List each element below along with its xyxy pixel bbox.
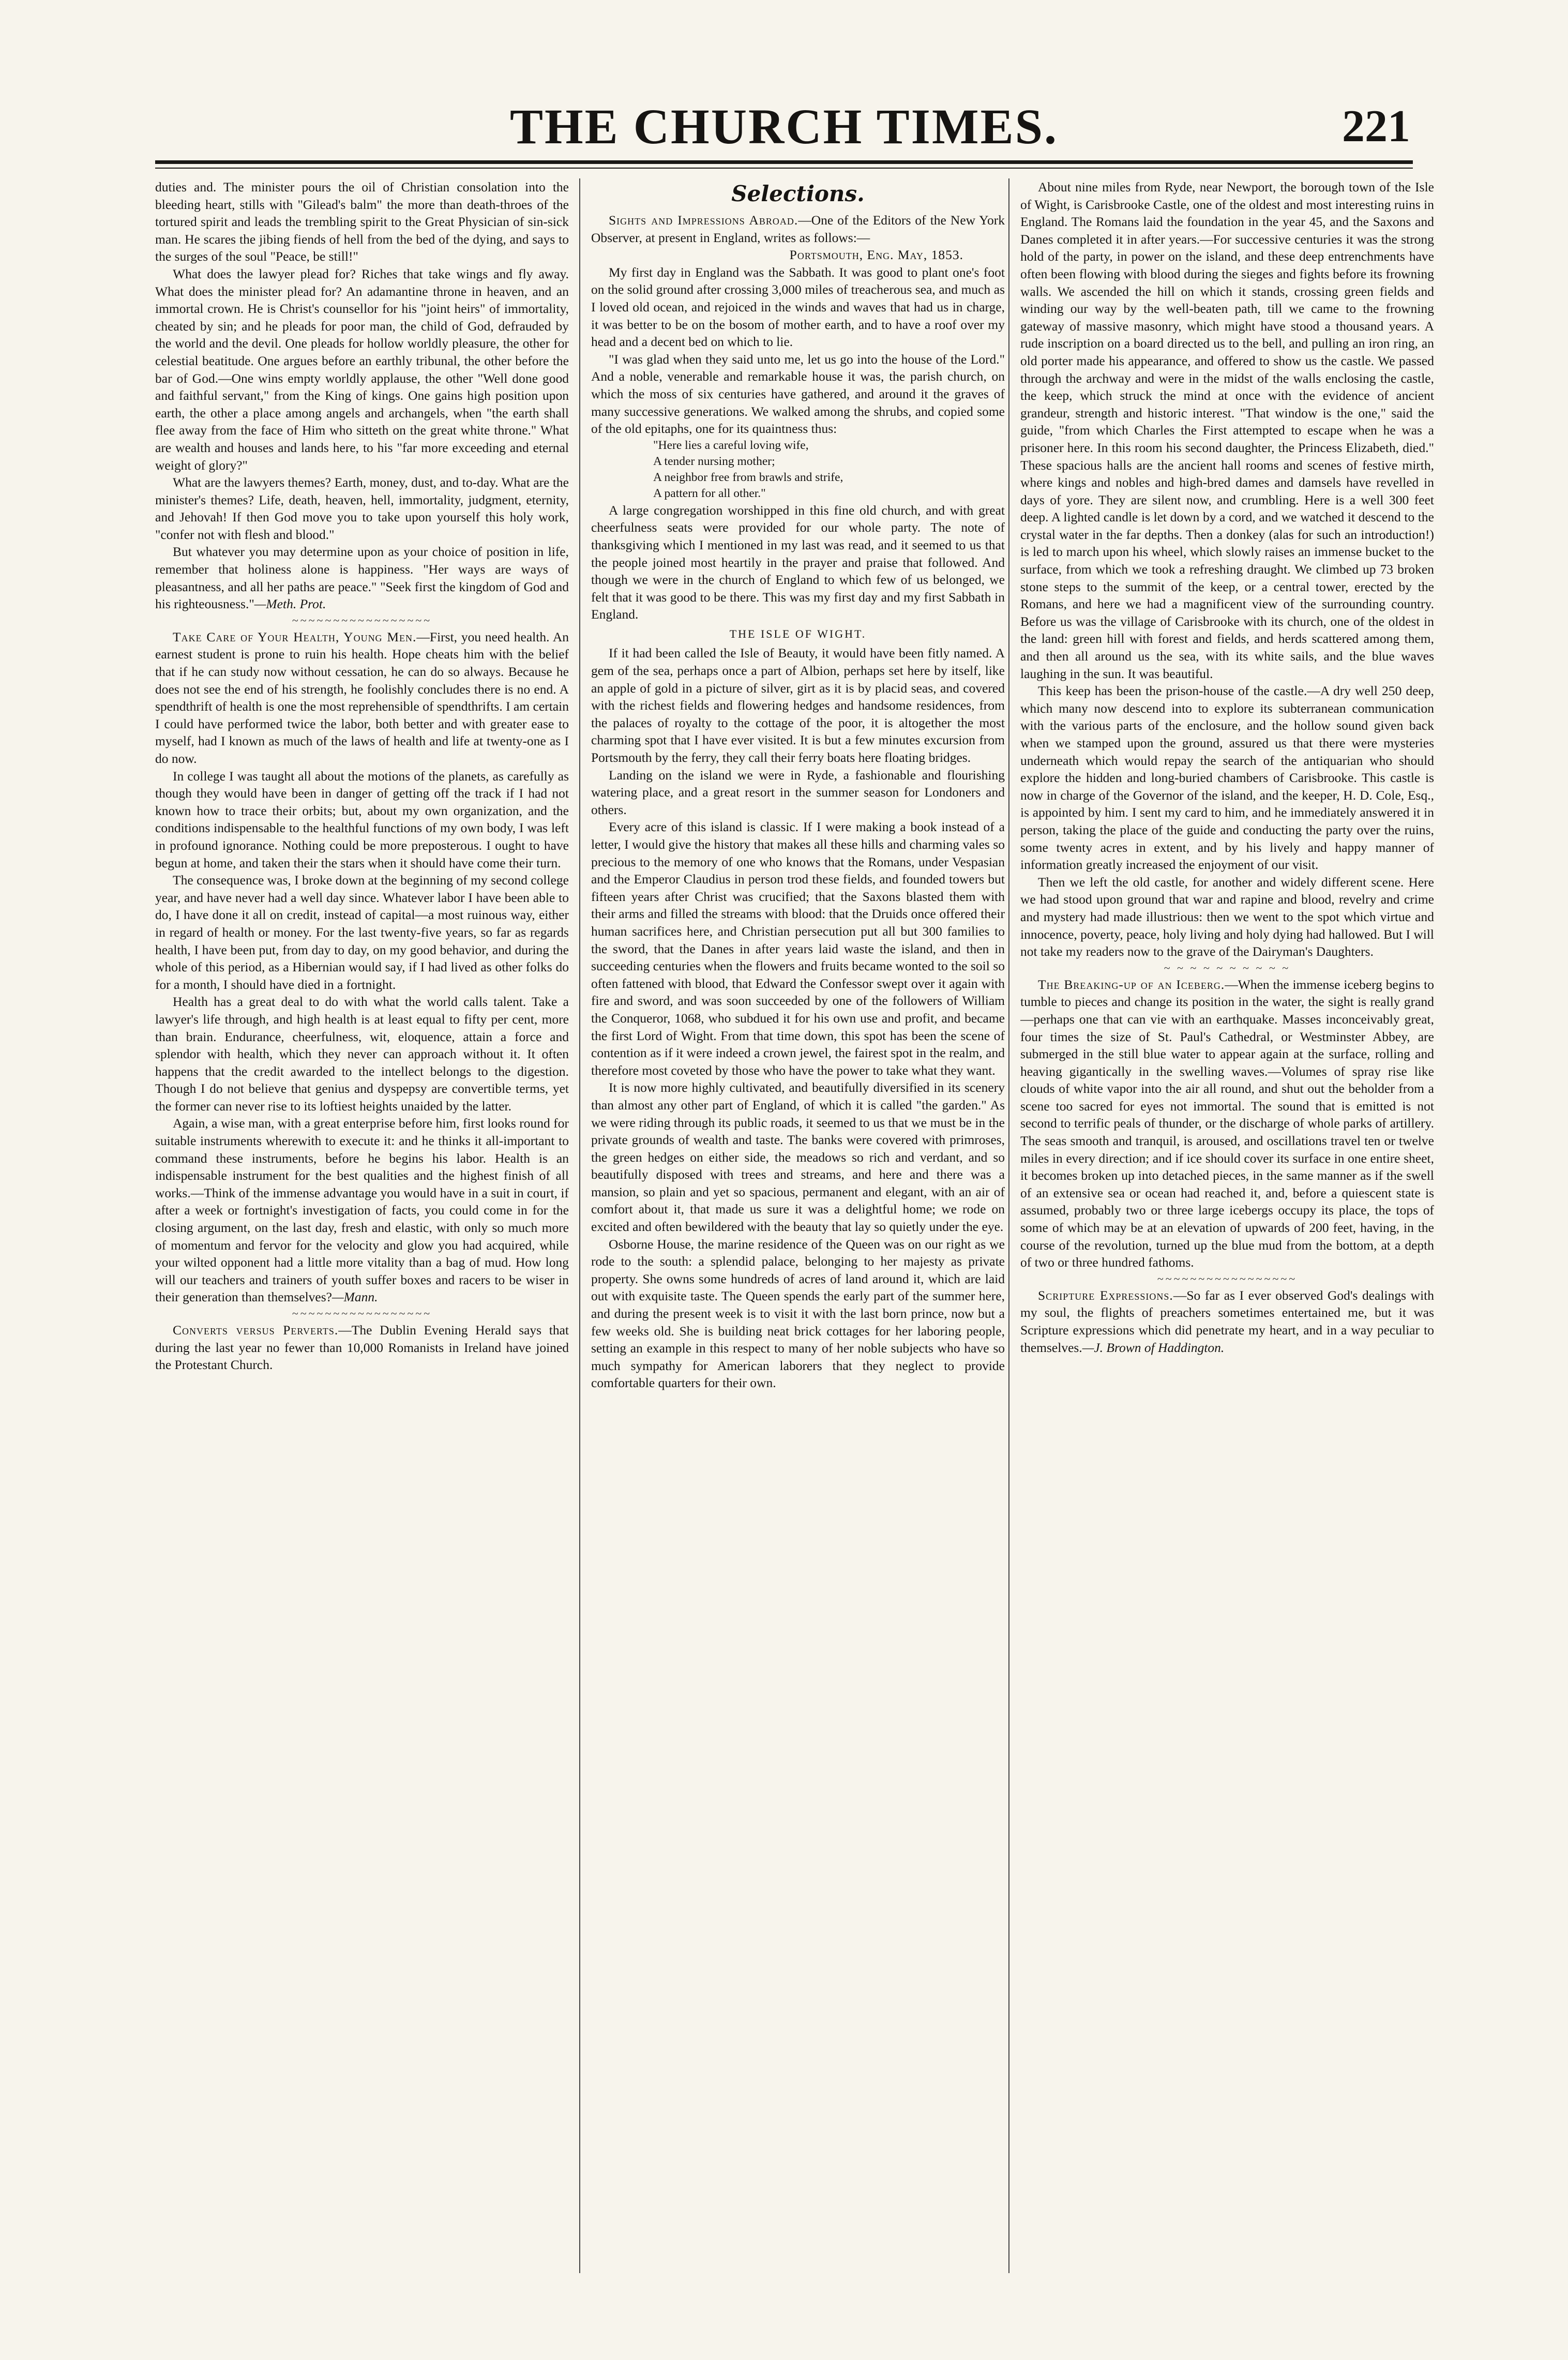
column-divider [579,178,580,2273]
article-paragraph [591,212,1005,246]
attribution: —Mann. [332,1289,378,1305]
paragraph-text: —The Dublin Evening Herald says that during the last year no fewer than 10,000 Romanists in Ireland have joined the Protestant Church. [155,1322,569,1373]
paragraph-text: But whatever you may determine upon as your choice of position in life, remember that holiness alone is happiness. "Her ways are ways of pleasantness, and all her paths are peace." "Seek first the kingdom of God and his righteousness." [155,544,569,612]
subheading: THE ISLE OF WIGHT. [729,627,867,640]
page-number: 221 [1342,101,1410,152]
paragraph: What does the lawyer plead for? Riches that take wings and fly away. What does the minister plead for? An adamantine throne in heaven, and an immortal crown. He is Christ's counsellor for his "joint heirs" of immortality, cheated by sin; and he pleads for poor man, the child of God, defrauded by the world and the devil. One pleads for hollow worldly pleasure, the other for celestial beatitude. One argues before an earthly tribunal, the other before the bar of God.—One wins empty worldly applause, the other "Well done good and faithful servant," from the King of kings. One gains high position upon earth, the other a place among angels and archangels, when "the earth shall flee away from the face of Him who sitteth on the great white throne." What are wealth and houses and lands here, to his "far more exceeding and eternal weight of glory?" [155,266,569,473]
paragraph: The consequence was, I broke down at the beginning of my second college year, and have never had a well day since. Whatever labor I have been able to do, I have done it all on credit, instead of capital—a most ruinous way, either in regard of health or money. For the last twenty-five years, so far as regards health, I have been put, from day to day, on my good behavior, and during the whole of this period, as a Hibernian would say, if I had lived as other folks do for a month, I should have died in a fortnight. [155,873,569,992]
paragraph: Then we left the old castle, for another and widely different scene. Here we had stood upon ground that war and rapine and blood, revelry and crime and mystery had made illustrious: then we went to the spot which virtue and innocence, poverty, peace, holy living and holy dying had hallowed. But I will not take my readers now to the grave of the Dairyman's Daughters. [1020,874,1434,959]
section-separator: ~~~~~~~~~~~~~~~~~ [292,613,432,627]
article-lead: The Breaking-up of an Iceberg. [1038,976,1225,992]
paragraph-text: —First, you need health. An earnest student is prone to ruin his health. Hope cheats him with the belief that if he can study now without cessation, he can do so always. Because he does not see the end of his strength, he foolishly concludes there is no end. A spendthrift of health is one the most reprehensible of spendthrifts. I am certain I could have performed twice the labor, both better and with greater ease to myself, had I known as much of the laws of health and life at twenty-one as I do now. [155,629,569,766]
dateline: Portsmouth, Eng. May, 1853. [789,247,963,263]
column-2 [591,178,1005,2294]
epitaph-line: A tender nursing mother; [653,454,775,468]
paragraph: Health has a great deal to do with what the world calls talent. Take a lawyer's life through, and high health is at least equal to fifty per cent, more than brain. Endurance, cheerfulness, wit, eloquence, attain a force and splendor with health, which they never can approach without it. It often happens that the credit awarded to the intellect belongs to the digestion. Though I do not believe that genius and dyspepsy are convertible terms, yet the former can never rise to its loftiest heights unaided by the latter. [155,994,569,1114]
attribution: —Meth. Prot. [254,596,326,612]
paragraph: duties and. The minister pours the oil of Christian consolation into the bleeding heart, stills with "Gilead's balm" the more than death-throes of the tortured spirit and leads the trembling spirit to the Great Physician of sin-sick man. He scares the jibing fiends of hell from the bed of the dying, and says to the surges of the soul "Peace, be still!" [155,179,569,264]
article-paragraph [155,1321,569,1374]
masthead-rule-thin [155,168,1413,169]
newspaper-title: THE CHURCH TIMES. [509,99,1059,154]
paragraph-text: —So far as I ever observed God's dealings with my soul, the flights of preachers sometimes entertained me, but it was Scripture expressions which did penetrate my heart, and in a way peculiar to themselves. [1020,1287,1434,1355]
attribution: —J. Brown of Haddington. [1082,1340,1225,1355]
paragraph: Landing on the island we were in Ryde, a fashionable and flourishing watering place, and a great resort in the summer season for Londoners and others. [591,767,1005,817]
column-1 [155,178,569,2294]
article-paragraph [1020,976,1434,1271]
paragraph-text: —One of the Editors of the New York Observer, at present in England, writes as follows:— [591,213,1005,245]
article-lead: Converts versus Perverts. [173,1322,339,1337]
section-separator: ~~~~~~~~~~~~~~~~~ [1157,1272,1298,1285]
section-heading: Selections. [731,181,865,206]
paragraph-text: —When the immense iceberg begins to tumble to pieces and change its position in the water, the sight is really grand—perhaps one that can vie with an earthquake. Masses inconceivably great, four times the size of St. Paul's Cathedral, or Westminster Abbey, are submerged in the still blue water to appear again at the surface, rolling and heaving gigantically in the swelling waves.—Volumes of spray rise like clouds of white vapor into the air all round, and shut out the beholder from a scene too sacred for eyes not immortal. The sound that is emitted is not second to terrific peals of thunder, or the discharge of whole parks of artillery. The seas smooth and tranquil, is aroused, and oscillations travel ten or twelve miles in every direction; and if ice should cover its surface in one entire sheet, it becomes broken up into detached pieces, in the same manner as if the swell of an extensive sea or ocean had reached it, and, before a quiescent state is assumed, probably two or three large icebergs occupy its place, the tops of some of which may be at an elevation of upwards of 200 feet, having, in the course of the revolution, turned up the blue mud from the bottom, at a depth of two or three hundred fathoms. [1020,976,1434,1270]
article-lead: Take Care of Your Health, Young Men. [173,629,417,644]
article-paragraph [1020,1287,1434,1356]
paragraph: What are the lawyers themes? Earth, money, dust, and to-day. What are the minister's themes? Life, death, heaven, hell, immortality, judgment, eternity, and Jehovah! If then God move you to take upon yourself this holy work, "confer not with flesh and blood." [155,475,569,542]
masthead-rule-thick [155,160,1413,164]
paragraph: Every acre of this island is classic. If I were making a book instead of a letter, I would give the history that makes all these hills and charming vales so precious to the memory of one who knows that the Romans, under Vespasian and the Emperor Claudius in person trod these fields, and founded towers but fifteen years after Christ was crucified; that the Saxons blasted them with their arms and filled the streams with blood: that the Druids once offered their human sacrifices here, and Christian persecution put all but 300 families to the sword, that the Danes in after years laid waste the island, and then in succeeding centuries when the flowers and fruits became wonted to the soil so often fattened with blood, that Edward the Confessor swept over it again with fire and sword, and was soon succeeded by one of the followers of William the Conqueror, 1068, who subdued it for his own use and profit, and became the first Lord of Wight. From that time down, this spot has been the scene of contention as if it were indeed a crown jewel, the fairest spot in the realm, and therefore most coveted by those who have the power to take what they want. [591,819,1005,1078]
column-3 [1020,178,1434,2294]
section-separator: ~ ~ ~ ~ ~ ~ ~ ~ ~ ~ [1164,961,1291,974]
paragraph: About nine miles from Ryde, near Newport, the borough town of the Isle of Wight, is Carisbrooke Castle, one of the oldest and most interesting ruins in England. The Romans laid the foundation in the year 45, and the Saxons and Danes completed it in after years.—For successive centuries it was the strong hold of the party, in power on the island, and these deep entrenchments have often been flowing with blood during the sieges and fights before its frowning walls. We ascended the hill on which it stands, crossing green fields and winding our way by the well-beaten path, till we came to the frowning gateway of massive masonry, which might have stood a thousand years. A rude inscription on a board directed us to the bell, and pulling an iron ring, an old porter made his appearance, and offered to show us the castle. We passed through the archway and were in the midst of the walls enclosing the castle, the keep, which struck the mind at once with the evidence of ancient grandeur, strength and historic interest. "That window is the one," said the guide, "from which Charles the First attempted to escape when he was a prisoner here. In this room his second daughter, the Princess Elizabeth, died." These spacious halls are the ancient hall rooms and scenes of festive mirth, where kings and nobles and high-bred dames and damsels have revelled in days of yore. They are silent now, and crumbling. Here is a well 300 feet deep. A lighted candle is let down by a cord, and we watched it descend to the crystal water in the far depths. Then a donkey (alas for such an introduction!) is led to march upon his wheel, which slowly raises an immense bucket to the surface, from which we took a refreshing draught. We climbed up 73 broken stone steps to the summit of the keep, or a central tower, erected by the Romans, and here we had a magnificent view of the surrounding country. Before us was the village of Carisbrooke with its church, one of the oldest in the land: green hill with forest and fields, and herds scattered among them, and then all around us the sea, with its white sails, and the blue waves laughing in the sun. It was beautiful. [1020,179,1434,681]
paragraph [155,1115,569,1306]
section-separator: ~~~~~~~~~~~~~~~~~ [292,1307,432,1320]
paragraph: Osborne House, the marine residence of the Queen was on our right as we rode to the south: a splendid palace, belonging to her majesty as private property. She owns some hundreds of acres of land around it, which are laid out with exquisite taste. The Queen spends the early part of the summer here, and during the present week is to visit it with the last born prince, now but a few weeks old. She is building neat brick cottages for her laboring people, setting an example in this respect to many of her noble subjects who have so much sympathy for American laborers that they neglect to provide comfortable quarters for their own. [591,1236,1005,1391]
paragraph: This keep has been the prison-house of the castle.—A dry well 250 deep, which many now descend into to explore its subterranean communication with the various parts of the enclosure, and the hollow sound given back when we stamped upon the ground, assured us that there were mysteries underneath which would repay the search of the antiquarian who should explore the hidden and long-buried chambers of Carisbrooke. This castle is now in charge of the Governor of the island, and the keeper, H. D. Cole, Esq., is appointed by him. I sent my card to him, and he immediately answered it in person, taking the place of the guide and conducting the party over the ruins, some twenty acres in extent, and by his lively and happy manner of information greatly increased the enjoyment of our visit. [1020,683,1434,873]
epitaph-line: "Here lies a careful loving wife, [653,438,809,452]
paragraph: In college I was taught all about the motions of the planets, as carefully as though they would have been in danger of getting off the track if I had not known how to trace their orbits; but, about my own organization, and the conditions indispensable to the healthful functions of my own body, I was left in profound ignorance. Nothing could be more preposterous. I ought to have begun at home, and taken their the stars when it should have come their turn. [155,768,569,870]
paragraph-text: Again, a wise man, with a great enterprise before him, first looks round for suitable instruments wherewith to execute it: and he thinks it all-important to command these instruments, before he begins his labor. Health is an indispensable instrument for the best qualities and the highest finish of all works.—Think of the immense advantage you would have in a suit in court, if after a week or fortnight's investigation of facts, you could come in for the closing argument, on the last day, fresh and elastic, with only so much more of momentum and fervor for the velocity and glow you had acquired, while your wilted opponent had a little more vitality than a bag of mud. How long will our teachers and trainers of youth suffer boxes and racers to be wiser in their generation than themselves? [155,1116,569,1305]
paragraph [155,543,569,612]
paragraph: My first day in England was the Sabbath. It was good to plant one's foot on the solid ground after crossing 3,000 miles of treacherous sea, and much as I loved old ocean, and rejoiced in the winds and waves that had us in charge, it was better to be on the bosom of mother earth, and to have a roof over my head and a decent bed on which to lie. [591,264,1005,350]
article-lead: Scripture Expressions. [1038,1287,1173,1303]
masthead [155,98,1413,155]
paragraph: "I was glad when they said unto me, let us go into the house of the Lord." And a noble, venerable and remarkable house it was, the parish church, on which the moss of six centuries have gathered, and around it the graves of many successive generations. We walked among the shrubs, and copied some of the old epitaphs, one for its quaintness thus: [591,351,1005,437]
paragraph: A large congregation worshipped in this fine old church, and with great cheerfulness seats were provided for our whole party. The note of thanksgiving which I mentioned in my last was read, and it seemed to us that the people joined most heartily in the prayer and praise that followed. And though we were in the church of England to which few of us belonged, we felt that it was good to be there. This was my first day and my first Sabbath in England. [591,502,1005,622]
epitaph-line: A pattern for all other." [653,486,766,500]
paragraph: It is now more highly cultivated, and beautifully diversified in its scenery than almost any other part of England, of which it is called "the garden." As we were riding through its public roads, it seemed to us that we must be in the private grounds of wealth and taste. The banks were covered with primroses, the green hedges on either side, the meadows so rich and verdant, and so beautifully disposed with trees and streams, and here and there was a mansion, so plain and yet so spacious, permanent and elegant, with an air of comfort about it, that made us sure it was a delightful home; we rode on excited and often bewildered with the beauty that lay so quietly under the eye. [591,1080,1005,1235]
article-lead: Sights and Impressions Abroad. [609,213,798,228]
article-paragraph [155,628,569,768]
paragraph: If it had been called the Isle of Beauty, it would have been fitly named. A gem of the sea, perhaps once a part of Albion, perhaps set here by itself, like an apple of gold in a picture of silver, girt as it is by placid seas, and covered with the richest fields and flowering hedges and handsome residences, from the palaces of royalty to the cottage of the poor, it is altogether the most charming spot that I have ever visited. It is but a few minutes excursion from Portsmouth by the ferry, they call their ferry boats here floating bridges. [591,645,1005,765]
column-divider [1008,178,1009,2273]
epitaph-line: A neighbor free from brawls and strife, [653,470,843,484]
